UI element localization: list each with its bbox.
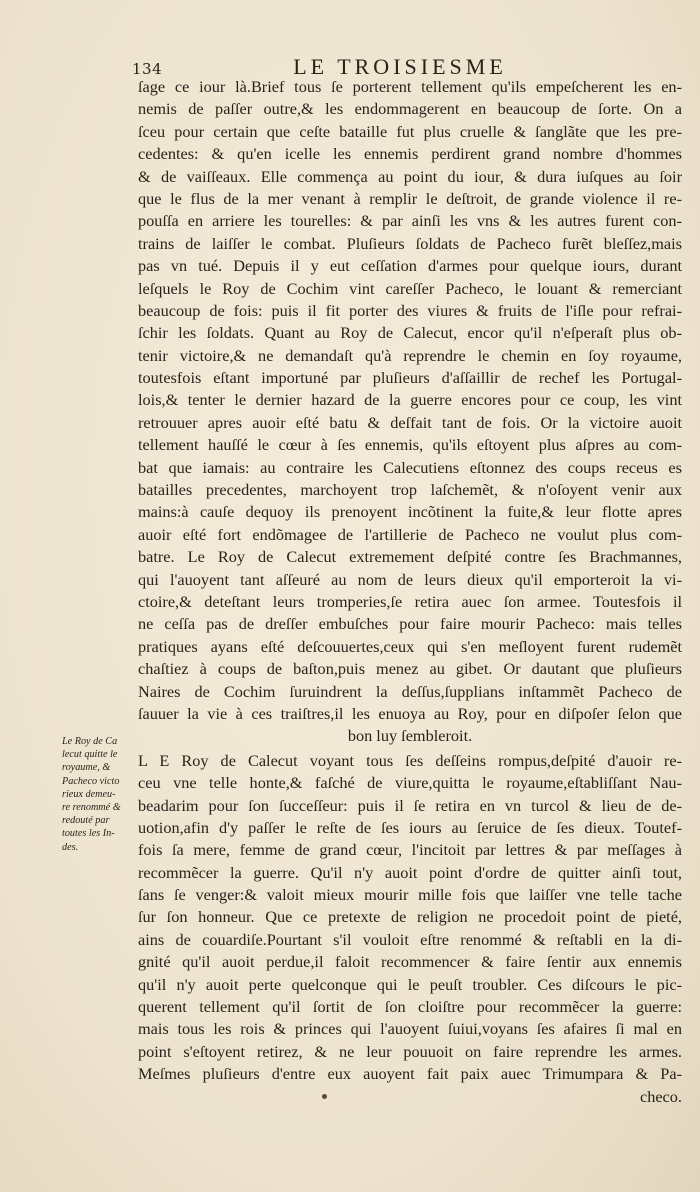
text-line: point s'eſtoyent retirez, & ne leur pouuoit on faire reprendre les armes. (138, 1041, 682, 1061)
marginal-note-line: Pacheco victo (62, 775, 120, 787)
text-line: fois ſa mere, femme de grand cœur, l'incitoit par lettres & par meſſages à (138, 840, 682, 860)
text-line: beadarim pour ſon ſucceſſeur: puis il ſe retira en vn turcol & lieu de de- (138, 795, 682, 815)
text-line: ſage ce iour là.Brief tous ſe porterent tellement qu'ils empeſcherent les en- (138, 77, 682, 96)
page-number: 134 (132, 60, 163, 78)
text-line: nemis de paſſer outre,& les endommagerent en beaucoup de ſorte. On a (138, 99, 682, 119)
text-line: retrouuer apres auoir eſté batu & deſfait tant de fois. Or la victoire auoit (138, 412, 682, 432)
text-line: beaucoup de fois: puis il fit porter des viures & fruits de l'iſle pour refrai- (138, 300, 682, 320)
section-title: LE TROISIESME (293, 54, 507, 79)
marginal-note-line: toutes les In- (62, 828, 115, 840)
marginal-note-line: royaume, & (62, 762, 111, 774)
text-line: gnité qu'il auoit perdue,il faloit recommencer & faire ſentir aux ennemis (138, 952, 682, 972)
text-line: toutesfois eſtant importuné par pluſieurs d'aſſaillir de rechef les Portugal- (138, 368, 682, 388)
text-line: mains:à cauſe dequoy ils prenoyent incõtinent la fuite,& leur flotte apres (138, 502, 682, 522)
text-line: qui l'auoyent tant aſſeuré au nom de leurs dieux qu'il emporteroit la vi- (138, 569, 682, 589)
marginal-note-line: redouté par (62, 815, 110, 827)
text-line: batre. Le Roy de Calecut extremement deſpité contre ſes Brachmannes, (138, 547, 682, 567)
marginal-note-line: Le Roy de Ca (62, 736, 118, 747)
text-line: auoir eſté fort endõmagee de l'artillerie de Pacheco ne voulut plus com- (138, 524, 682, 544)
text-line: Meſmes pluſieurs d'entre eux auoyent fait paix auec Trimumpara & Pa- (138, 1064, 682, 1084)
text-line: bat que iamais: au contraire les Calecutiens eſtonnez des coups receus es (138, 457, 682, 477)
marginal-note (62, 735, 140, 854)
text-line: que le flus de la mer venant à remplir le deſtroit, de grande violence il re- (138, 188, 682, 208)
text-line: ains de couardiſe.Pourtant s'il vouloit eſtre renommé & reſtabli en la di- (138, 929, 682, 949)
text-line: ſur ſon honneur. Que ce pretexte de religion ne procedoit point de pieté, (138, 907, 682, 927)
text-line: querent tellement qu'il ſortit de ſon cloiſtre pour recommẽcer la guerre: (138, 997, 682, 1017)
text-line: checo. (639, 1086, 682, 1106)
text-line: ne ceſſa pas de dreſſer embuſches pour faire mourir Pacheco: mais telles (138, 614, 682, 634)
text-line: cedentes: & qu'en icelle les ennemis perdirent grand nombre d'hommes (138, 144, 682, 164)
text-line: L E Roy de Calecut voyant tous ſes deſſeins rompus,deſpité d'auoir re- (138, 750, 682, 770)
text-line: pratiques ayans eſté deſcouuertes,ceux qui s'en meſloyent furent rudemẽt (138, 636, 682, 656)
marginal-note-line: lecut quitte le (62, 749, 118, 761)
marginal-note-line: des. (62, 841, 79, 853)
text-line: pas vn tué. Depuis il y eut ceſſation d'armes pour quelque iours, durant (138, 256, 682, 276)
ink-spot (322, 1094, 327, 1099)
text-line: tellement hauſſé le cœur à ſes ennemis, qu'ils eſtoyent plus aſpres au com- (138, 435, 682, 455)
text-line: batailles precedentes, marchoyent trop laſchemẽt, & n'oſoyent venir aux (138, 480, 682, 500)
text-line: Naires de Cochim ſuruindrent la deſſus,ſupplians inſtammẽt Pacheco de (138, 681, 682, 701)
text-line: pouſſa en arriere les tourelles: & par ainſi les vns & les autres furent con- (138, 211, 682, 231)
text-line: tenir victoire,& ne demandaſt qu'à reprendre le chemin en ſoy royaume, (138, 345, 682, 365)
text-line: ſceu pour certain que ceſte bataille fut plus cruelle & ſanglãte que les pre- (138, 121, 682, 141)
text-line: ceu vne telle honte,& faſché de viure,quitta le royaume,eſtabliſſant Nau- (138, 773, 682, 793)
text-line: leſquels le Roy de Cochim vint careſſer Pacheco, le louant & remerciant (138, 278, 682, 298)
text-line: uotion,afin d'y paſſer le reſte de ſes iours au ſeruice de ſes dieux. Toutef- (138, 817, 682, 837)
text-line: ſauuer la vie à ces traiſtres,il les enuoya au Roy, pour en diſpoſer ſelon que (138, 703, 682, 723)
text-line: trains de laiſſer le combat. Pluſieurs ſoldats de Pacheco furẽt bleſſez,mais (138, 233, 682, 253)
text-line: lois,& tenter le dernier hazard de la guerre encores pour ce coup, les vint (138, 390, 682, 410)
paragraph-1 (138, 76, 682, 748)
text-line: ſchir les ſoldats. Quant au Roy de Calecut, encor qu'il n'eſperaſt plus ob- (138, 323, 682, 343)
paragraph-2 (138, 750, 682, 1108)
marginal-note-line: rieux demeu- (62, 788, 116, 800)
main-text (138, 76, 682, 1108)
text-line: ſans ſe venger:& valoit mieux mourir mille fois que laiſſer vne telle tache (138, 885, 682, 905)
text-line: qu'il n'y auoit perte quelconque qui le peuſt troubler. Ces diſcours le pic- (138, 974, 682, 994)
text-line: recommẽcer la guerre. Qu'il n'y auoit point d'ordre de quitter ainſi tout, (138, 862, 682, 882)
text-line: bon luy ſembleroit. (347, 726, 473, 746)
marginal-note-line: re renommé & (62, 802, 121, 814)
text-line: & de vaiſſeaux. Elle commença au point du iour, & dura iuſques au ſoir (138, 166, 682, 186)
text-line: mais tous les rois & princes qui l'auoyent ſuiui,voyans ſes afaires ſi mal en (138, 1019, 682, 1039)
text-line: chaſtiez à coups de baſton,puis menez au gibet. Or dautant que pluſieurs (138, 659, 682, 679)
text-line: ctoire,& deteſtant leurs tromperies,ſe retira auec ſon armee. Toutesfois il (138, 591, 682, 611)
